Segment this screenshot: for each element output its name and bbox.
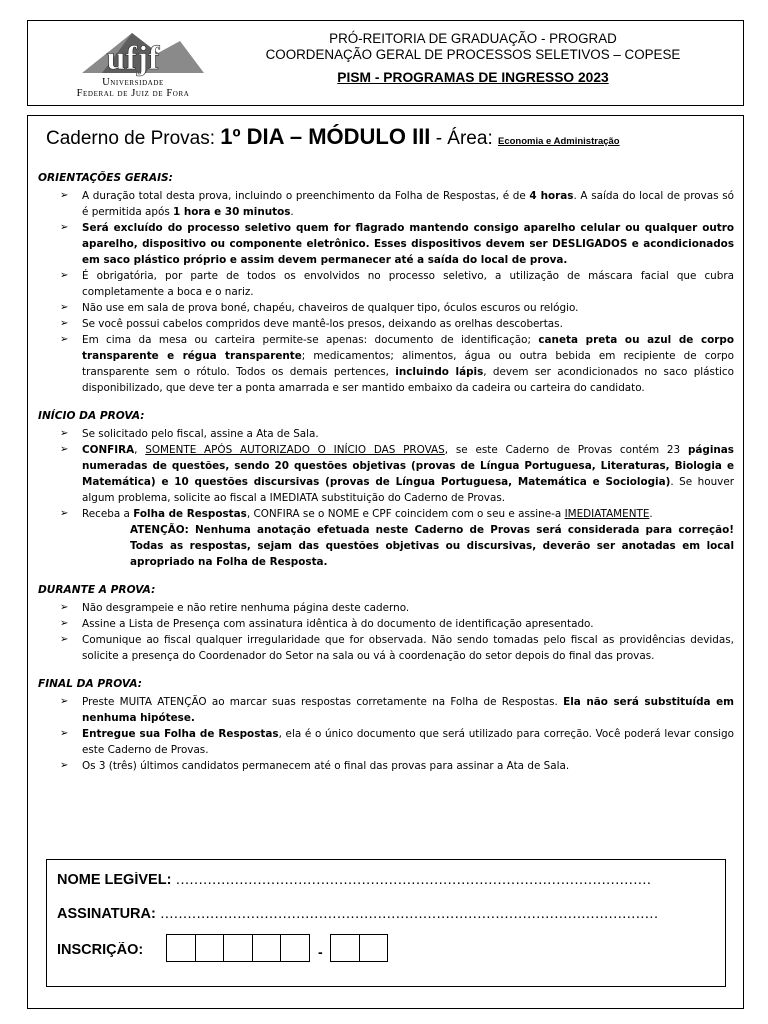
section-title: DURANTE A PROVA:	[38, 584, 156, 596]
inscricao-label: INSCRIÇÃO:	[57, 942, 144, 958]
main-box	[27, 115, 744, 1009]
list-item: ➢ Não use em sala de prova boné, chapéu, chaveiros de qualquer tipo, óculos escuros ou relógio.	[60, 300, 734, 316]
attention-note: ATENÇÃO: Nenhuma anotação efetuada neste Caderno de Provas será considerada para correção! Todas as respostas, sejam das questões objetivas ou discursivas, deverão ser anotadas em local apropriado na Folha de Resposta.	[130, 524, 734, 568]
modulo-label: MÓDULO III	[308, 124, 431, 149]
caderno-title	[46, 124, 620, 150]
area-value: Economia e Administração	[498, 136, 620, 147]
section-inicio	[38, 408, 734, 570]
caderno-label: Caderno de Provas:	[46, 128, 221, 149]
logo-text: ufjf	[106, 40, 160, 77]
section-title: ORIENTAÇÕES GERAIS:	[38, 172, 173, 184]
title-separator: –	[283, 124, 309, 149]
candidate-id-box	[46, 859, 726, 987]
list-item: ➢ Entregue sua Folha de Respostas, ela é o único documento que será utilizado para correção. Você poderá levar consigo este Caderno de Provas.	[60, 726, 734, 758]
nome-label: NOME LEGÍVEL:	[57, 872, 172, 888]
nome-dots: .........................................................................................................	[171, 872, 652, 888]
dia-label: 1º DIA	[220, 124, 284, 149]
ufjf-logo	[62, 27, 204, 101]
list-item: ➢ É obrigatória, por parte de todos os envolvidos no processo seletivo, a utilização de máscara facial que cubra completamente a boca e o nariz.	[60, 268, 734, 300]
section-final	[38, 676, 734, 774]
list-item: ➢ Em cima da mesa ou carteira permite-se apenas: documento de identificação; caneta preta ou azul de corpo transparente e régua transparente; medicamentos; alimentos, água ou outra bebida em recipiente de corpo transparente sem o rótulo. Todos os demais pertences, incluindo lápis, devem ser acondicionados no saco plástico disponibilizado, que deve ter a ponta amarrada e ser mantido embaixo da cadeira ou carteira do candidato.	[60, 332, 734, 396]
assinatura-field[interactable]	[57, 906, 717, 922]
list-item: ➢ Será excluído do processo seletivo quem for flagrado mantendo consigo aparelho celular ou qualquer outro aparelho, dispositivo ou componente eletrônico. Esses dispositivos devem ser DESLIGADOS e acondicionados em saco plástico próprio e assim devem permanecer até a saída do local de prova.	[60, 220, 734, 268]
inscricao-digit-box[interactable]	[166, 934, 196, 962]
header-pism: PISM - PROGRAMAS DE INGRESSO 2023	[337, 70, 609, 85]
assinatura-label: ASSINATURA:	[57, 906, 156, 922]
logo-caption-line1: Universidade	[102, 77, 164, 88]
inscricao-boxes[interactable]	[167, 934, 310, 962]
header-text	[218, 31, 728, 85]
assinatura-dots: ..............................................................................................................	[155, 906, 659, 922]
inscricao-digit-box[interactable]	[252, 934, 282, 962]
nome-field[interactable]	[57, 872, 717, 888]
list-item: ➢ Se solicitado pelo fiscal, assine a Ata de Sala.	[60, 426, 734, 442]
list-item: ➢ Assine a Lista de Presença com assinatura idêntica à do documento de identificação apresentado.	[60, 616, 734, 632]
area-label: - Área:	[430, 128, 498, 149]
list-item: ➢ Preste MUITA ATENÇÃO ao marcar suas respostas corretamente na Folha de Respostas. Ela não será substituída em nenhuma hipótese.	[60, 694, 734, 726]
inscricao-check-box[interactable]	[330, 934, 360, 962]
inscricao-digit-box[interactable]	[280, 934, 310, 962]
header-prograd: PRÓ-REITORIA DE GRADUAÇÃO - PROGRAD	[329, 31, 617, 46]
logo-caption-line2: Federal de Juiz de Fora	[76, 88, 190, 99]
list-item: ➢ Se você possui cabelos compridos deve mantê-los presos, deixando as orelhas descobertas.	[60, 316, 734, 332]
header-box	[27, 20, 744, 106]
section-orientacoes	[38, 170, 734, 396]
list-item: ➢ Receba a Folha de Respostas, CONFIRA se o NOME e CPF coincidem com o seu e assine-a IMEDIATAMENTE.	[60, 506, 734, 522]
section-title: INÍCIO DA PROVA:	[38, 410, 145, 422]
inscricao-check-box[interactable]	[359, 934, 389, 962]
header-copese: COORDENAÇÃO GERAL DE PROCESSOS SELETIVOS – COPESE	[265, 47, 681, 62]
inscricao-dash: -	[318, 944, 323, 960]
inscricao-digit-box[interactable]	[223, 934, 253, 962]
section-durante	[38, 582, 734, 664]
instructions	[38, 170, 734, 786]
inscricao-digit-box[interactable]	[195, 934, 225, 962]
list-item: ➢ Os 3 (três) últimos candidatos permanecem até o final das provas para assinar a Ata de Sala.	[60, 758, 734, 774]
inscricao-check-boxes[interactable]	[331, 934, 388, 962]
section-title: FINAL DA PROVA:	[38, 678, 143, 690]
list-item: ➢ Comunique ao fiscal qualquer irregularidade que for observada. Não sendo tomadas pelo fiscal as providências devidas, solicite a presença do Coordenador do Setor na sala ou vá à coordenação do setor depois do final das provas.	[60, 632, 734, 664]
list-item: ➢ CONFIRA, SOMENTE APÓS AUTORIZADO O INÍCIO DAS PROVAS, se este Caderno de Provas contém 23 páginas numeradas de questões, sendo 20 questões objetivas (provas de Língua Portuguesa, Literaturas, Biologia e Matemática) e 10 questões discursivas (provas de Língua Portuguesa, Matemática e Sociologia). Se houver algum problema, solicite ao fiscal a IMEDIATA substituição do Caderno de Provas.	[60, 442, 734, 506]
ufjf-logo-mark	[62, 27, 204, 77]
list-item: ➢ Não desgrampeie e não retire nenhuma página deste caderno.	[60, 600, 734, 616]
list-item: ➢ A duração total desta prova, incluindo o preenchimento da Folha de Respostas, é de 4 horas. A saída do local de provas só é permitida após 1 hora e 30 minutos.	[60, 188, 734, 220]
